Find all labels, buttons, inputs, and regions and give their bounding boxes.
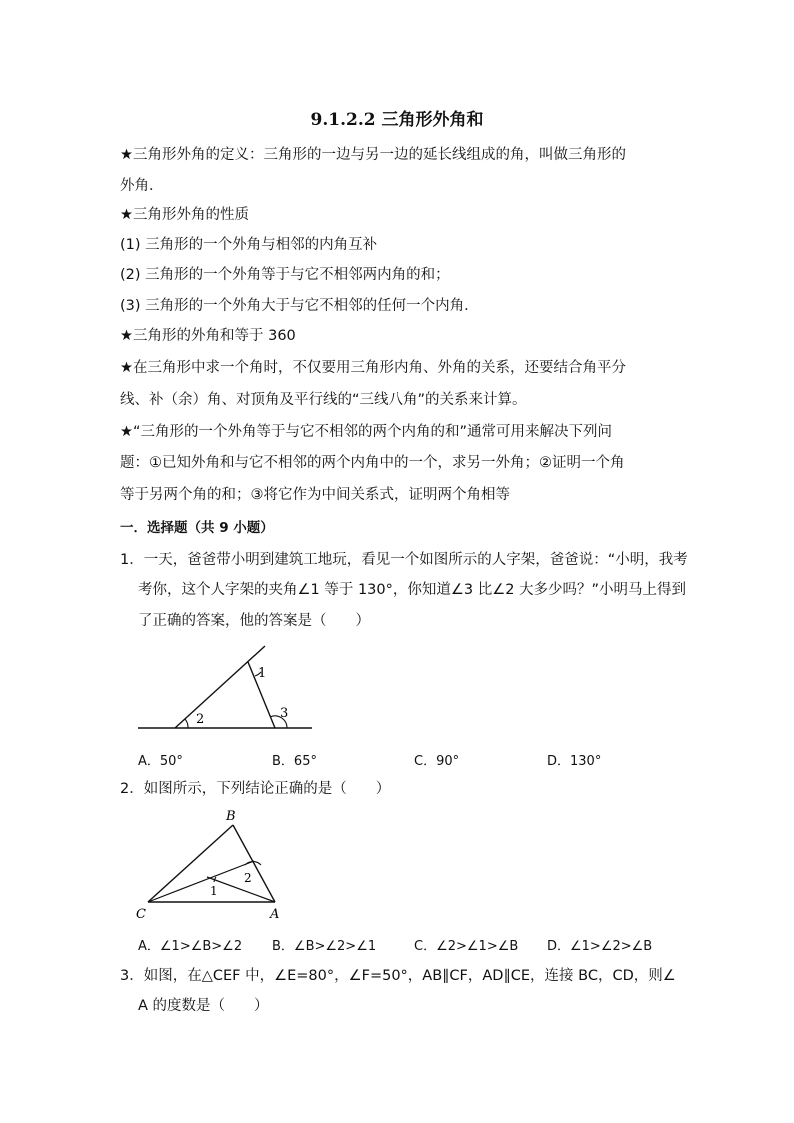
definition-line-1: ★三角形外角的定义：三角形的一边与另一边的延长线组成的角，叫做三角形的 bbox=[120, 147, 626, 163]
page-title: 9.1.2.2 三角形外角和 bbox=[310, 110, 484, 130]
properties-heading: ★三角形外角的性质 bbox=[120, 207, 249, 223]
definition-line-2: 外角． bbox=[120, 178, 164, 194]
q2-figure bbox=[130, 805, 290, 923]
exterior-sum: ★三角形的外角和等于 360 bbox=[120, 328, 296, 344]
side-cb bbox=[148, 825, 233, 902]
method-line-1: ★在三角形中求一个角时，不仅要用三角形内角、外角的关系，还要结合角平分 bbox=[120, 360, 626, 376]
method-line-2: 线、补（余）角、对顶角及平行线的“三线八角”的关系来计算。 bbox=[120, 392, 527, 408]
q2-option-a[interactable]: A．∠1>∠B>∠2 bbox=[138, 939, 243, 954]
side-ba bbox=[233, 825, 275, 902]
cevian-cd bbox=[148, 861, 254, 902]
q2-option-b[interactable]: B．∠B>∠2>∠1 bbox=[272, 939, 377, 954]
label-2: 2 bbox=[196, 712, 205, 727]
q2-option-c[interactable]: C．∠2>∠1>∠B bbox=[414, 939, 519, 954]
label-a: A bbox=[270, 907, 280, 922]
angle-2-arc bbox=[185, 719, 188, 728]
label-1: 1 bbox=[210, 884, 218, 898]
q1-line-1: 1．一天，爸爸带小明到建筑工地玩，看见一个如图所示的人字架，爸爸说：“小明，我考 bbox=[120, 552, 688, 568]
q1-figure bbox=[130, 640, 330, 740]
usage-line-3: 等于另两个角的和；③将它作为中间关系式，证明两个角相等 bbox=[120, 487, 510, 503]
label-1: 1 bbox=[258, 666, 267, 681]
section-heading: 一．选择题（共 9 小题） bbox=[120, 520, 274, 536]
q1-option-d[interactable]: D．130° bbox=[547, 754, 602, 769]
angle-1-arc bbox=[214, 877, 216, 882]
label-b: B bbox=[226, 809, 236, 824]
usage-line-1: ★“三角形的一个外角等于与它不相邻的两个内角的和”通常可用来解决下列问 bbox=[120, 424, 613, 440]
q2-line-1: 2．如图所示，下列结论正确的是（ ） bbox=[120, 781, 391, 797]
q1-option-c[interactable]: C．90° bbox=[414, 754, 460, 769]
label-2: 2 bbox=[244, 871, 252, 885]
property-3: (3) 三角形的一个外角大于与它不相邻的任何一个内角． bbox=[120, 298, 479, 314]
property-2: (2) 三角形的一个外角等于与它不相邻两内角的和； bbox=[120, 267, 450, 283]
left-leg bbox=[175, 646, 265, 728]
label-3: 3 bbox=[280, 706, 289, 721]
property-1: (1) 三角形的一个外角与相邻的内角互补 bbox=[120, 237, 378, 253]
q2-option-d[interactable]: D．∠1>∠2>∠B bbox=[547, 939, 653, 954]
q1-line-2: 考你，这个人字架的夹角∠1 等于 130°，你知道∠3 比∠2 大多少吗？”小明马上得到 bbox=[138, 582, 687, 598]
q3-line-2: A 的度数是（ ） bbox=[138, 998, 269, 1014]
q3-line-1: 3．如图，在△CEF 中，∠E=80°，∠F=50°，AB∥CF，AD∥CE，连接 BC，CD，则∠ bbox=[120, 968, 676, 984]
usage-line-2: 题：①已知外角和与它不相邻的两个内角中的一个，求另一外角；②证明一个角 bbox=[120, 455, 625, 471]
q1-line-3: 了正确的答案，他的答案是（ ） bbox=[138, 613, 370, 629]
q1-option-b[interactable]: B．65° bbox=[272, 754, 317, 769]
angle-2-arc bbox=[245, 862, 261, 865]
label-c: C bbox=[136, 907, 146, 922]
q1-option-a[interactable]: A．50° bbox=[138, 754, 183, 769]
